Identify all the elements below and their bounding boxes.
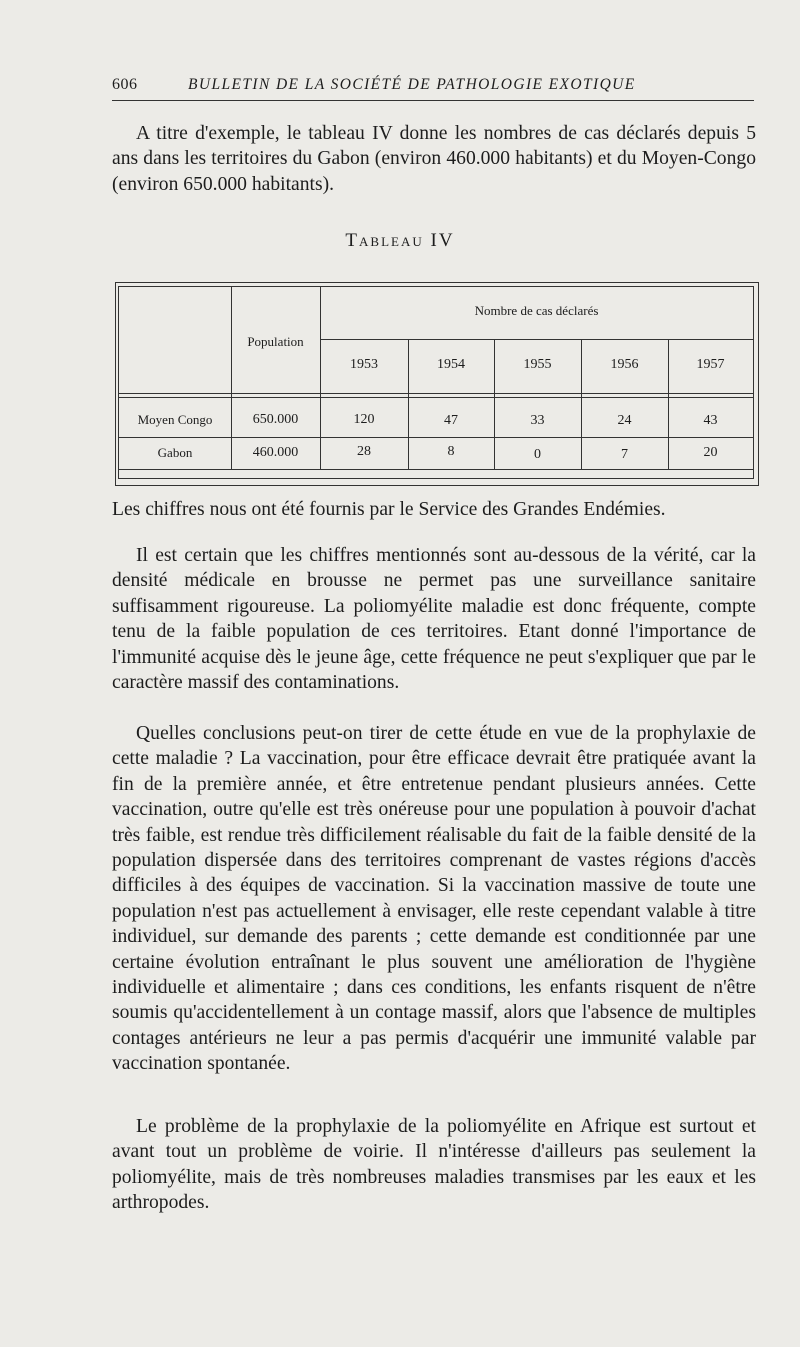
page-number: 606 <box>112 76 138 93</box>
value-cell: 20 <box>703 445 718 460</box>
table-caption-number: IV <box>430 230 455 251</box>
header-divider <box>119 397 753 398</box>
table-bottom-rule <box>119 469 753 470</box>
cases-group-header: Nombre de cas déclarés <box>474 303 599 318</box>
population-header: Population <box>247 334 304 349</box>
value-cell: 28 <box>357 444 371 459</box>
value-cell: 33 <box>530 413 545 428</box>
year-header: 1956 <box>610 357 639 372</box>
cases-table-frame <box>118 286 754 479</box>
journal-title: BULLETIN DE LA SOCIÉTÉ DE PATHOLOGIE EXOTIQUE <box>188 76 636 93</box>
source-note: Les chiffres nous ont été fournis par le Service des Grandes Endémies. <box>112 499 666 520</box>
cases-table <box>115 282 759 486</box>
col-divider <box>231 287 232 469</box>
year-header: 1954 <box>437 357 465 372</box>
group-divider <box>320 339 753 340</box>
body-paragraph: Le problème de la prophylaxie de la poliomyélite en Afrique est surtout et avant tout un problème de voirie. Il n'intéresse d'ailleurs pas seulement la poliomyélite, mais de très nombreuses maladies transmises par les eaux et les arthropodes. <box>112 1116 756 1214</box>
year-header: 1953 <box>350 357 378 372</box>
value-cell: 47 <box>444 413 458 428</box>
header-divider <box>119 393 753 394</box>
population-cell: 650.000 <box>252 412 299 427</box>
row-divider <box>119 437 753 438</box>
body-paragraph: Il est certain que les chiffres mentionnés sont au-dessous de la vérité, car la densité médicale en brousse ne permet pas une surveillance sanitaire suffisamment rigoureuse. La poliomyélite maladie est donc fréquente, compte tenu de la faible population de ces territoires. Etant donné l'importance de l'immunité acquise dès le jeune âge, cette fréquence ne peut s'expliquer que par le caractère massif des contaminations. <box>112 545 756 694</box>
table-caption <box>0 230 800 252</box>
body-paragraph: Quelles conclusions peut-on tirer de cette étude en vue de la prophylaxie de cette maladie ? La vaccination, pour être efficace devrait être pratiquée avant la fin de la première année, et être entretenue pendant plusieurs années. Cette vaccination, outre qu'elle est très onéreuse pour une population à pouvoir d'achat très faible, est rendue très difficilement réalisable du fait de la faible densité de la population dispersée dans des territoires comprenant de vastes régions d'accès difficiles à des équipes de vaccination. Si la vaccination massive de toute une population n'est pas actuellement à envisager, elle reste cependant valable à titre individuel, sur demande des parents ; cette demande est conditionnée par une certaine évolution entraînant le plus souvent une amélioration de l'hygiène individuelle et alimentaire ; dans ces conditions, les enfants risquent de n'être soumis qu'accidentellement à un contage massif, alors que l'absence de multiples contages antérieurs ne leur a pas permis d'acquérir une immunité valable par vaccination spontanée. <box>112 723 756 1075</box>
value-cell: 120 <box>353 412 375 427</box>
table-caption-label: Tableau <box>345 230 424 251</box>
intro-paragraph: A titre d'exemple, le tableau IV donne les nombres de cas déclarés depuis 5 ans dans les territoires du Gabon (environ 460.000 habitants) et du Moyen-Congo (environ 650.000 habitants). <box>112 123 756 195</box>
year-header: 1955 <box>523 357 552 372</box>
value-cell: 0 <box>534 447 541 462</box>
year-header: 1957 <box>696 357 725 372</box>
population-cell: 460.000 <box>252 445 299 460</box>
value-cell: 7 <box>621 447 628 462</box>
value-cell: 43 <box>703 413 718 428</box>
row-label-gabon: Gabon <box>157 445 193 460</box>
row-label-moyen-congo: Moyen Congo <box>137 412 213 427</box>
value-cell: 8 <box>447 444 455 459</box>
value-cell: 24 <box>617 413 632 428</box>
running-header <box>112 76 754 101</box>
